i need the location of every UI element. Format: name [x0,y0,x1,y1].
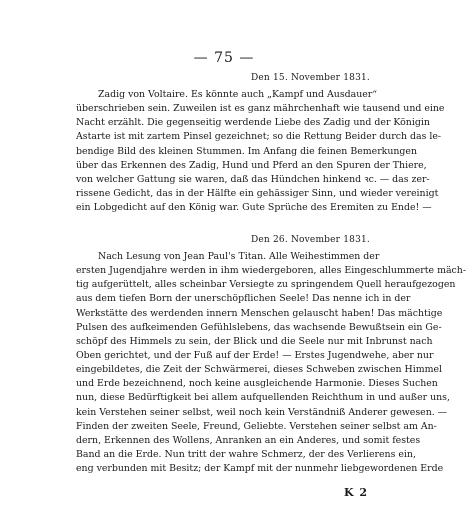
text-line: Astarte ist mit zartem Pinsel gezeichnet; so die Rettung Beider durch das le- [76,131,442,143]
entry-1-text [76,88,445,215]
text-line: Nach Lesung von Jean Paul's Titan. Alle Weihestimmen der [98,251,380,262]
text-line: bendige Bild des kleinen Stummen. Im Anfang die feinen Bemerkungen [76,145,418,157]
text-line: Finden der zweiten Seele, Freund, Geliebte. Verstehen seiner selbst am An- [76,420,437,432]
text-line: schöpf des Himmels zu sein, der Blick und die Seele nur mit Inbrunst nach [76,335,433,347]
text-line: dern, Erkennen des Wollens, Anranken an ein Anderes, und somit festes [76,434,421,446]
text-line: eingebildetes, die Zeit der Schwärmerei, dieses Schweben zwischen Himmel [76,364,443,376]
text-line: nun, diese Bedürftigkeit bei allem aufquellenden Reichthum in und außer uns, [76,392,450,404]
text-line: Zadig von Voltaire. Es könnte auch „Kampf und Ausdauer“ [98,89,378,100]
text-line: eng verbunden mit Besitz; der Kampf mit der nunmehr liebgewordenen Erde [76,463,444,475]
signature-mark: K 2 [343,486,368,499]
text-line: aus dem tiefen Born der unerschöpflichen Seele! Das nenne ich in der [76,293,411,305]
text-line: ersten Jugendjahre werden in ihm wiedergeboren, alles Eingeschlummerte mäch- [76,265,466,277]
text-line: Nacht erzählt. Die gegenseitig werdende Liebe des Zadig und der Königin [76,117,430,129]
text-line: überschrieben sein. Zuweilen ist es ganz mährchenhaft wie tausend und eine [76,103,445,115]
text-line: Pulsen des aufkeimenden Gefühlslebens, das wachsende Bewußtsein ein Ge- [76,321,442,333]
page-number: — 75 — [193,50,255,66]
text-line: über das Erkennen des Zadig, Hund und Pferd an den Spuren der Thiere, [76,159,427,171]
entry-date-2: Den 26. November 1831. [250,235,370,245]
text-line: kein Verstehen seiner selbst, weil noch kein Verständniß Anderer gewesen. — [76,406,448,418]
entry-2-text [76,250,466,476]
text-line: Oben gerichtet, und der Fuß auf der Erde! — Erstes Jugendwehe, aber nur [76,349,434,361]
entry-date-1: Den 15. November 1831. [250,73,370,83]
text-line: Werkstätte des werdenden innern Menschen gelauscht haben! Das mächtige [76,307,443,319]
text-line: und Erde bezeichnend, noch keine ausgleichende Harmonie. Dieses Suchen [76,378,438,390]
text-line: von welcher Gattung sie waren, daß das Hündchen hinkend ꝛc. — das zer- [76,173,430,185]
text-line: tig aufgerüttelt, alles scheinbar Versiegte zu springendem Quell heraufgezogen [76,279,456,291]
text-line: rissene Gedicht, das in der Hälfte ein gehässiger Sinn, und wieder vereinigt [76,187,439,199]
text-line: ein Lobgedicht auf den König war. Gute Sprüche des Eremiten zu Ende! — [76,202,432,214]
text-line: Band an die Erde. Nun tritt der wahre Schmerz, der des Verlierens ein, [76,448,416,460]
